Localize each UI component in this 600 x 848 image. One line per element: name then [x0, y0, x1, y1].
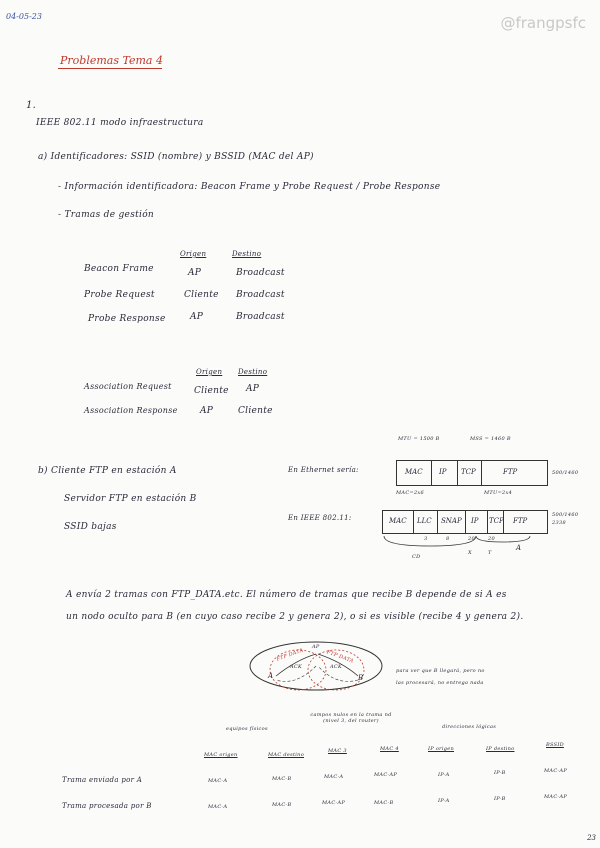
part-a: a) Identificadores: SSID (nombre) y BSSID (MAC del AP)	[38, 152, 314, 162]
part-b-line2: Servidor FTP en estación B	[64, 494, 197, 504]
ethernet-label: En Ethernet sería:	[288, 466, 359, 474]
ieee-label: En IEEE 802.11:	[288, 514, 352, 522]
ieee-divider	[465, 511, 466, 533]
table3-header: IP origen	[428, 746, 455, 752]
row-origin: AP	[200, 406, 214, 416]
row-origin: Cliente	[184, 290, 219, 300]
title-underline	[58, 68, 162, 69]
row-origin: AP	[188, 268, 202, 278]
row-cell: MAC-AP	[374, 772, 398, 778]
standard-line: IEEE 802.11 modo infraestructura	[36, 118, 204, 128]
ethernet-frame	[396, 460, 548, 486]
row-origin: Cliente	[194, 386, 229, 396]
eth-bottom-2: MTU=2x4	[484, 490, 513, 496]
row-cell: MAC-A	[208, 778, 228, 784]
diagram-label-ap: AP	[312, 644, 320, 650]
row-cell: IP-A	[438, 772, 450, 778]
diagram-label-b: B	[358, 674, 364, 682]
ieee-cell-ftp: FTP	[513, 517, 528, 525]
eth-cell-ip: IP	[439, 468, 447, 476]
ieee-letter-cd: CD	[412, 554, 421, 560]
table3-header: MAC destino	[268, 752, 305, 758]
ieee-sub-2: 8	[446, 536, 450, 542]
bullet-2: - Tramas de gestión	[58, 210, 155, 220]
table3-group3: direcciones lógicas	[442, 724, 497, 730]
ieee-cell-snap: SNAP	[441, 517, 462, 525]
row-dest: Broadcast	[236, 312, 285, 322]
table2-header-origin: Origen	[196, 368, 223, 376]
table3-header: BSSID	[546, 742, 564, 748]
row-name: Trama procesada por B	[62, 802, 152, 810]
part-b-line3: SSID bajas	[64, 522, 117, 532]
ieee-cell-mac: MAC	[389, 517, 407, 525]
ieee-cell-tcp: TCP	[489, 517, 504, 525]
row-name: Association Request	[84, 382, 172, 391]
eth-cell-ftp: FTP	[503, 468, 518, 476]
eth-bottom-1: MAC=2x6	[396, 490, 425, 496]
table2-header-dest: Destino	[238, 368, 268, 376]
table3-header: IP destino	[486, 746, 515, 752]
row-cell: IP-B	[494, 796, 506, 802]
paragraph-line1: A envía 2 tramas con FTP_DATA.etc. El número de tramas que recibe B depende de si A es	[66, 590, 507, 600]
row-cell: MAC-A	[208, 804, 228, 810]
row-name: Probe Response	[88, 314, 166, 324]
eth-top-label-1: MTU = 1500 B	[398, 436, 440, 442]
watermark: @frangpsfc	[500, 14, 586, 32]
ieee-letter-a: A	[516, 544, 522, 552]
row-origin: AP	[190, 312, 204, 322]
eth-right: 500/1460	[552, 470, 579, 476]
eth-divider	[481, 461, 482, 485]
ieee-frame	[382, 510, 548, 534]
ieee-braces	[380, 532, 550, 556]
diagram-arrow-1: FTP DATA	[275, 647, 305, 663]
ieee-right: 500/1460	[552, 512, 579, 518]
row-dest: AP	[246, 384, 260, 394]
eth-cell-tcp: TCP	[461, 468, 476, 476]
eth-top-label-2: MSS = 1460 B	[470, 436, 511, 442]
section-number: 1.	[26, 100, 37, 111]
row-cell: MAC-B	[272, 802, 292, 808]
ieee-letter-x: X	[468, 550, 472, 556]
row-dest: Broadcast	[236, 290, 285, 300]
row-dest: Broadcast	[236, 268, 285, 278]
bullet-1: - Información identificadora: Beacon Frame y Probe Request / Probe Response	[58, 182, 441, 192]
diagram-arrow-2: FTP DATA	[325, 649, 355, 665]
table3-header: MAC 4	[380, 746, 399, 752]
table1-header-origin: Origen	[180, 250, 207, 258]
ieee-right2: 2338	[552, 520, 566, 526]
page-title: Problemas Tema 4	[60, 54, 163, 67]
ieee-sub-3: 20	[468, 536, 475, 542]
table1-header-dest: Destino	[232, 250, 262, 258]
row-cell: MAC-B	[374, 800, 394, 806]
table3-header: MAC 3	[328, 748, 347, 754]
ieee-letter-t: T	[488, 550, 492, 556]
row-name: Trama enviada por A	[62, 776, 143, 784]
ieee-divider	[437, 511, 438, 533]
row-cell: MAC-AP	[544, 768, 568, 774]
diagram-label-a: A	[268, 672, 274, 680]
ieee-cell-ip: IP	[471, 517, 479, 525]
row-cell: IP-B	[494, 770, 506, 776]
ieee-cell-llc: LLC	[417, 517, 432, 525]
diagram-note-1: para ver que B llegará, pero no	[396, 668, 485, 674]
table3-group1: equipos físicos	[226, 726, 268, 732]
row-name: Beacon Frame	[84, 264, 154, 274]
eth-divider	[431, 461, 432, 485]
row-cell: IP-A	[438, 798, 450, 804]
ieee-divider	[487, 511, 488, 533]
diagram-note-2: las procesará, no entrega nada	[396, 680, 484, 686]
row-dest: Cliente	[238, 406, 273, 416]
diagram-arrow-3: ACK	[290, 664, 303, 670]
date: 04-05-23	[6, 12, 42, 21]
eth-divider	[457, 461, 458, 485]
ieee-sub-4: 20	[488, 536, 495, 542]
diagram-arrow-4: ACK	[330, 664, 343, 670]
row-cell: MAC-B	[272, 776, 292, 782]
row-name: Association Response	[84, 406, 178, 415]
page-number: 23	[587, 834, 596, 842]
ieee-divider	[413, 511, 414, 533]
row-cell: MAC-AP	[322, 800, 346, 806]
table3-group2: campos nulos en la trama nd (nivel 3, del router)	[310, 712, 392, 724]
row-cell: MAC-AP	[544, 794, 568, 800]
row-cell: MAC-A	[324, 774, 344, 780]
eth-cell-mac: MAC	[405, 468, 423, 476]
row-name: Probe Request	[84, 290, 155, 300]
ieee-sub-1: 3	[424, 536, 428, 542]
paragraph-line2: un nodo oculto para B (en cuyo caso recibe 2 y genera 2), o si es visible (recibe 4 y genera 2).	[66, 612, 524, 622]
part-b-line1: b) Cliente FTP en estación A	[38, 466, 177, 476]
table3-header: MAC origen	[204, 752, 238, 758]
